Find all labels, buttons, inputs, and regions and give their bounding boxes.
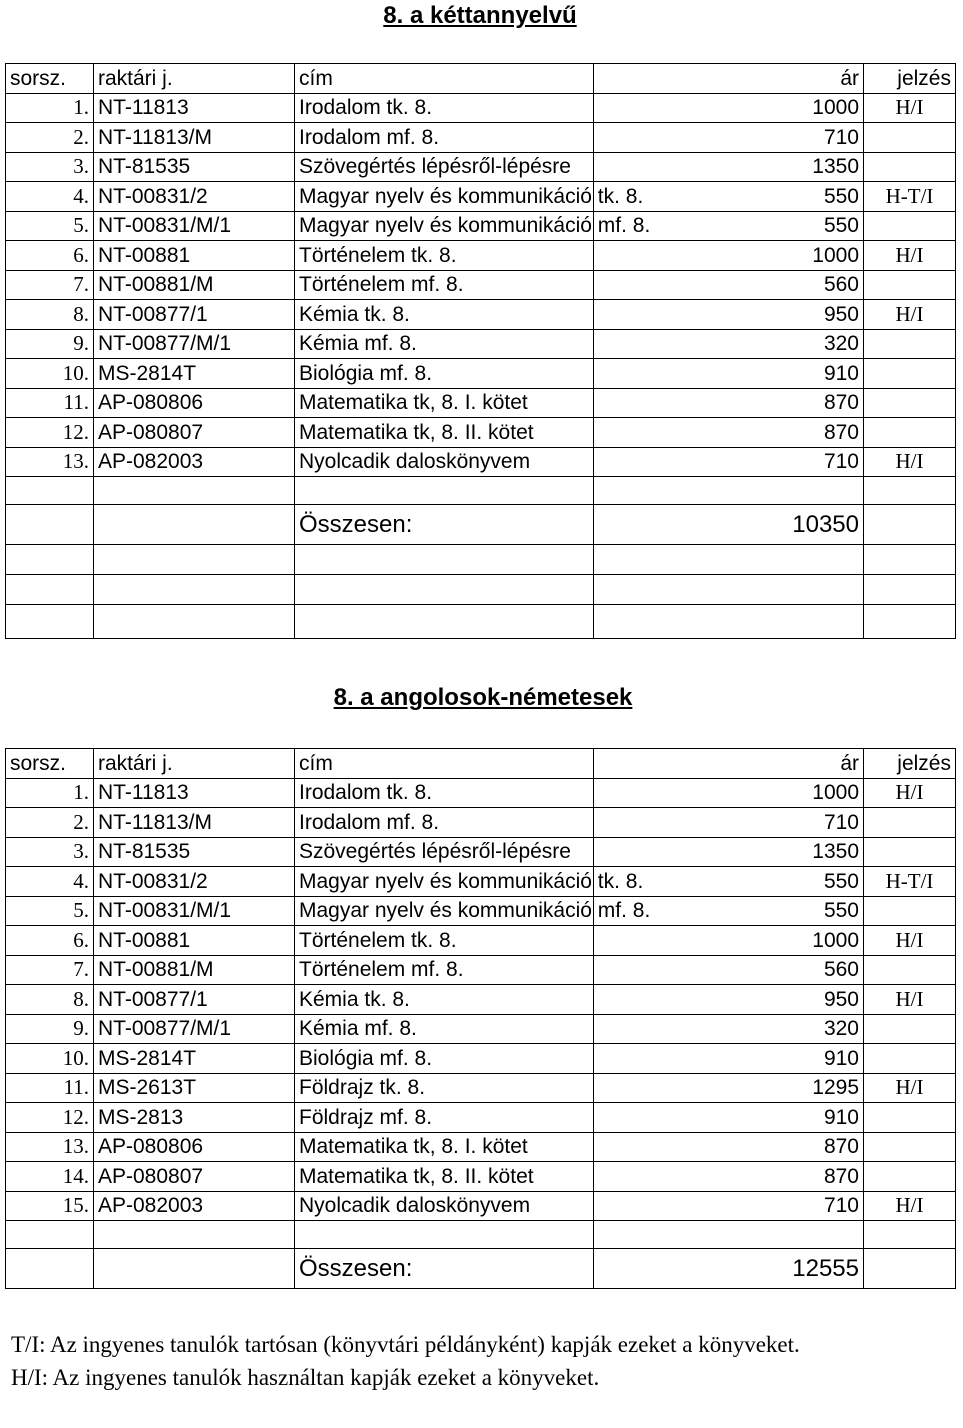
table-row [6,778,956,808]
row-price: 550 [594,896,864,926]
blank-cell [94,505,295,545]
row-price: 550 [594,182,864,212]
row-code: AP-082003 [94,447,295,477]
blank-cell [295,605,594,639]
row-price: 550 [594,211,864,241]
row-title: Matematika tk, 8. II. kötet [295,1162,594,1192]
row-price: 910 [594,359,864,389]
blank-cell [864,575,956,605]
row-no: 8. [6,985,94,1015]
row-mark: H/I [864,1073,956,1103]
row-mark [864,211,956,241]
total-label: Összesen: [295,505,594,545]
section1-title: 8. a kéttannyelvű [383,2,577,29]
row-no: 11. [6,1073,94,1103]
row-price: 1000 [594,926,864,956]
row-mark: H/I [864,447,956,477]
row-no: 1. [6,778,94,808]
booklist-table-1 [5,63,956,639]
blank-cell [6,477,94,505]
table-row [6,1044,956,1074]
table-row [6,270,956,300]
table-row [6,152,956,182]
blank-cell [6,575,94,605]
row-mark: H/I [864,778,956,808]
row-mark: H/I [864,1191,956,1221]
row-no: 2. [6,123,94,153]
row-mark [864,808,956,838]
table-row [6,808,956,838]
row-price: 1000 [594,93,864,123]
table-row [6,1073,956,1103]
row-price: 910 [594,1044,864,1074]
row-mark [864,1162,956,1192]
row-title: Irodalom tk. 8. [295,93,594,123]
blank-row [6,1221,956,1249]
row-title: Matematika tk, 8. II. kötet [295,418,594,448]
row-no: 2. [6,808,94,838]
table-row [6,1132,956,1162]
blank-cell [864,545,956,575]
row-price: 910 [594,1103,864,1133]
header-title: cím [295,749,594,779]
row-title: Kémia tk. 8. [295,300,594,330]
row-code: MS-2613T [94,1073,295,1103]
row-code: AP-080807 [94,418,295,448]
row-no: 5. [6,211,94,241]
blank-cell [864,605,956,639]
row-code: NT-00877/M/1 [94,1014,295,1044]
row-mark [864,1044,956,1074]
row-no: 7. [6,955,94,985]
header-code: raktári j. [94,749,295,779]
row-mark [864,388,956,418]
row-price: 710 [594,1191,864,1221]
blank-cell [6,1249,94,1289]
blank-cell [295,575,594,605]
blank-cell [594,477,864,505]
row-title: Matematika tk, 8. I. kötet [295,1132,594,1162]
row-no: 3. [6,152,94,182]
row-code: NT-11813/M [94,123,295,153]
row-price: 710 [594,123,864,153]
row-code: NT-81535 [94,837,295,867]
row-no: 7. [6,270,94,300]
blank-cell [94,477,295,505]
row-no: 13. [6,1132,94,1162]
row-code: AP-080807 [94,1162,295,1192]
header-no: sorsz. [6,749,94,779]
total-row [6,505,956,545]
note-hi: H/I: Az ingyenes tanulók használtan kapják ezeket a könyveket. [11,1365,600,1390]
total-value: 12555 [594,1249,864,1289]
row-no: 4. [6,867,94,897]
row-title: Történelem mf. 8. [295,270,594,300]
table-row [6,123,956,153]
row-no: 4. [6,182,94,212]
row-title: Szövegértés lépésről-lépésre [295,152,594,182]
row-code: AP-082003 [94,1191,295,1221]
row-no: 14. [6,1162,94,1192]
table-row [6,955,956,985]
row-mark [864,418,956,448]
row-title: Kémia mf. 8. [295,329,594,359]
total-label: Összesen: [295,1249,594,1289]
row-mark [864,1014,956,1044]
row-mark: H-T/I [864,867,956,897]
row-title: Szövegértés lépésről-lépésre [295,837,594,867]
blank-cell [94,545,295,575]
row-no: 6. [6,241,94,271]
row-code: MS-2814T [94,359,295,389]
row-mark: H/I [864,985,956,1015]
row-code: NT-00831/M/1 [94,896,295,926]
row-code: NT-11813 [94,778,295,808]
table-row [6,447,956,477]
row-code: AP-080806 [94,388,295,418]
table-row [6,359,956,389]
row-code: NT-00877/1 [94,985,295,1015]
row-price: 950 [594,985,864,1015]
row-mark: H/I [864,241,956,271]
row-no: 3. [6,837,94,867]
row-code: MS-2814T [94,1044,295,1074]
table-row [6,1103,956,1133]
table-row [6,837,956,867]
row-code: NT-00831/2 [94,182,295,212]
row-code: NT-00877/M/1 [94,329,295,359]
row-title: Nyolcadik daloskönyvem [295,1191,594,1221]
row-title: Magyar nyelv és kommunikáció tk. 8. [295,867,594,897]
table-row [6,867,956,897]
row-mark [864,1132,956,1162]
row-price: 710 [594,808,864,838]
row-price: 870 [594,388,864,418]
blank-cell [864,1249,956,1289]
row-title: Magyar nyelv és kommunikáció mf. 8. [295,211,594,241]
header-code: raktári j. [94,64,295,94]
blank-cell [6,505,94,545]
table-header-row [6,749,956,779]
blank-cell [6,545,94,575]
row-no: 8. [6,300,94,330]
row-price: 1295 [594,1073,864,1103]
row-price: 1350 [594,152,864,182]
table-row [6,211,956,241]
table-row [6,93,956,123]
table-row [6,241,956,271]
row-mark [864,837,956,867]
row-no: 9. [6,329,94,359]
table-row [6,182,956,212]
note-ti: T/I: Az ingyenes tanulók tartósan (könyvtári példányként) kapják ezeket a könyveket. [11,1332,800,1357]
row-title: Kémia mf. 8. [295,1014,594,1044]
row-title: Földrajz mf. 8. [295,1103,594,1133]
row-no: 1. [6,93,94,123]
table-row [6,418,956,448]
booklist-table-2 [5,748,956,1289]
row-code: NT-00881 [94,241,295,271]
blank-row [6,605,956,639]
row-price: 560 [594,955,864,985]
row-title: Irodalom tk. 8. [295,778,594,808]
row-no: 15. [6,1191,94,1221]
row-title: Biológia mf. 8. [295,1044,594,1074]
blank-row [6,545,956,575]
table-row [6,300,956,330]
row-code: NT-11813 [94,93,295,123]
row-price: 1350 [594,837,864,867]
blank-row [6,575,956,605]
table-row [6,1191,956,1221]
row-no: 9. [6,1014,94,1044]
blank-cell [594,575,864,605]
blank-cell [594,545,864,575]
header-title: cím [295,64,594,94]
row-code: NT-00877/1 [94,300,295,330]
table-row [6,985,956,1015]
row-mark [864,896,956,926]
table-row [6,329,956,359]
blank-cell [295,1221,594,1249]
row-price: 320 [594,329,864,359]
row-price: 1000 [594,778,864,808]
blank-cell [94,1221,295,1249]
blank-cell [295,477,594,505]
row-title: Történelem tk. 8. [295,926,594,956]
row-price: 710 [594,447,864,477]
row-title: Földrajz tk. 8. [295,1073,594,1103]
row-code: AP-080806 [94,1132,295,1162]
row-code: MS-2813 [94,1103,295,1133]
blank-cell [864,477,956,505]
row-title: Történelem mf. 8. [295,955,594,985]
table-row [6,388,956,418]
section2-title: 8. a angolosok-németesek [333,684,633,711]
row-no: 10. [6,359,94,389]
row-code: NT-81535 [94,152,295,182]
row-mark [864,1103,956,1133]
row-title: Irodalom mf. 8. [295,123,594,153]
row-no: 6. [6,926,94,956]
row-code: NT-00881 [94,926,295,956]
row-no: 12. [6,1103,94,1133]
table-row [6,1014,956,1044]
blank-cell [94,575,295,605]
row-mark [864,359,956,389]
row-mark [864,955,956,985]
row-title: Irodalom mf. 8. [295,808,594,838]
row-mark: H/I [864,300,956,330]
table-row [6,1162,956,1192]
blank-cell [864,1221,956,1249]
row-mark: H/I [864,926,956,956]
row-code: NT-00831/M/1 [94,211,295,241]
footnotes [11,1328,951,1394]
row-title: Történelem tk. 8. [295,241,594,271]
row-title: Magyar nyelv és kommunikáció mf. 8. [295,896,594,926]
blank-cell [594,605,864,639]
blank-cell [94,605,295,639]
row-price: 550 [594,867,864,897]
blank-cell [6,1221,94,1249]
header-mark: jelzés [864,64,956,94]
blank-cell [864,505,956,545]
row-title: Matematika tk, 8. I. kötet [295,388,594,418]
row-no: 11. [6,388,94,418]
row-price: 870 [594,418,864,448]
row-title: Magyar nyelv és kommunikáció tk. 8. [295,182,594,212]
blank-cell [594,1221,864,1249]
table-row [6,896,956,926]
row-code: NT-11813/M [94,808,295,838]
row-price: 870 [594,1162,864,1192]
blank-cell [295,545,594,575]
row-no: 5. [6,896,94,926]
row-price: 560 [594,270,864,300]
total-row [6,1249,956,1289]
row-title: Kémia tk. 8. [295,985,594,1015]
row-price: 320 [594,1014,864,1044]
row-code: NT-00881/M [94,955,295,985]
header-price: ár [594,749,864,779]
row-mark: H-T/I [864,182,956,212]
blank-cell [6,605,94,639]
row-mark [864,329,956,359]
row-mark [864,152,956,182]
header-price: ár [594,64,864,94]
blank-row [6,477,956,505]
header-mark: jelzés [864,749,956,779]
table-header-row [6,64,956,94]
row-price: 870 [594,1132,864,1162]
header-no: sorsz. [6,64,94,94]
row-mark [864,270,956,300]
row-title: Biológia mf. 8. [295,359,594,389]
row-title: Nyolcadik daloskönyvem [295,447,594,477]
total-value: 10350 [594,505,864,545]
row-price: 950 [594,300,864,330]
blank-cell [94,1249,295,1289]
row-code: NT-00881/M [94,270,295,300]
row-code: NT-00831/2 [94,867,295,897]
table-row [6,926,956,956]
row-mark: H/I [864,93,956,123]
row-no: 12. [6,418,94,448]
row-no: 13. [6,447,94,477]
row-price: 1000 [594,241,864,271]
row-mark [864,123,956,153]
row-no: 10. [6,1044,94,1074]
